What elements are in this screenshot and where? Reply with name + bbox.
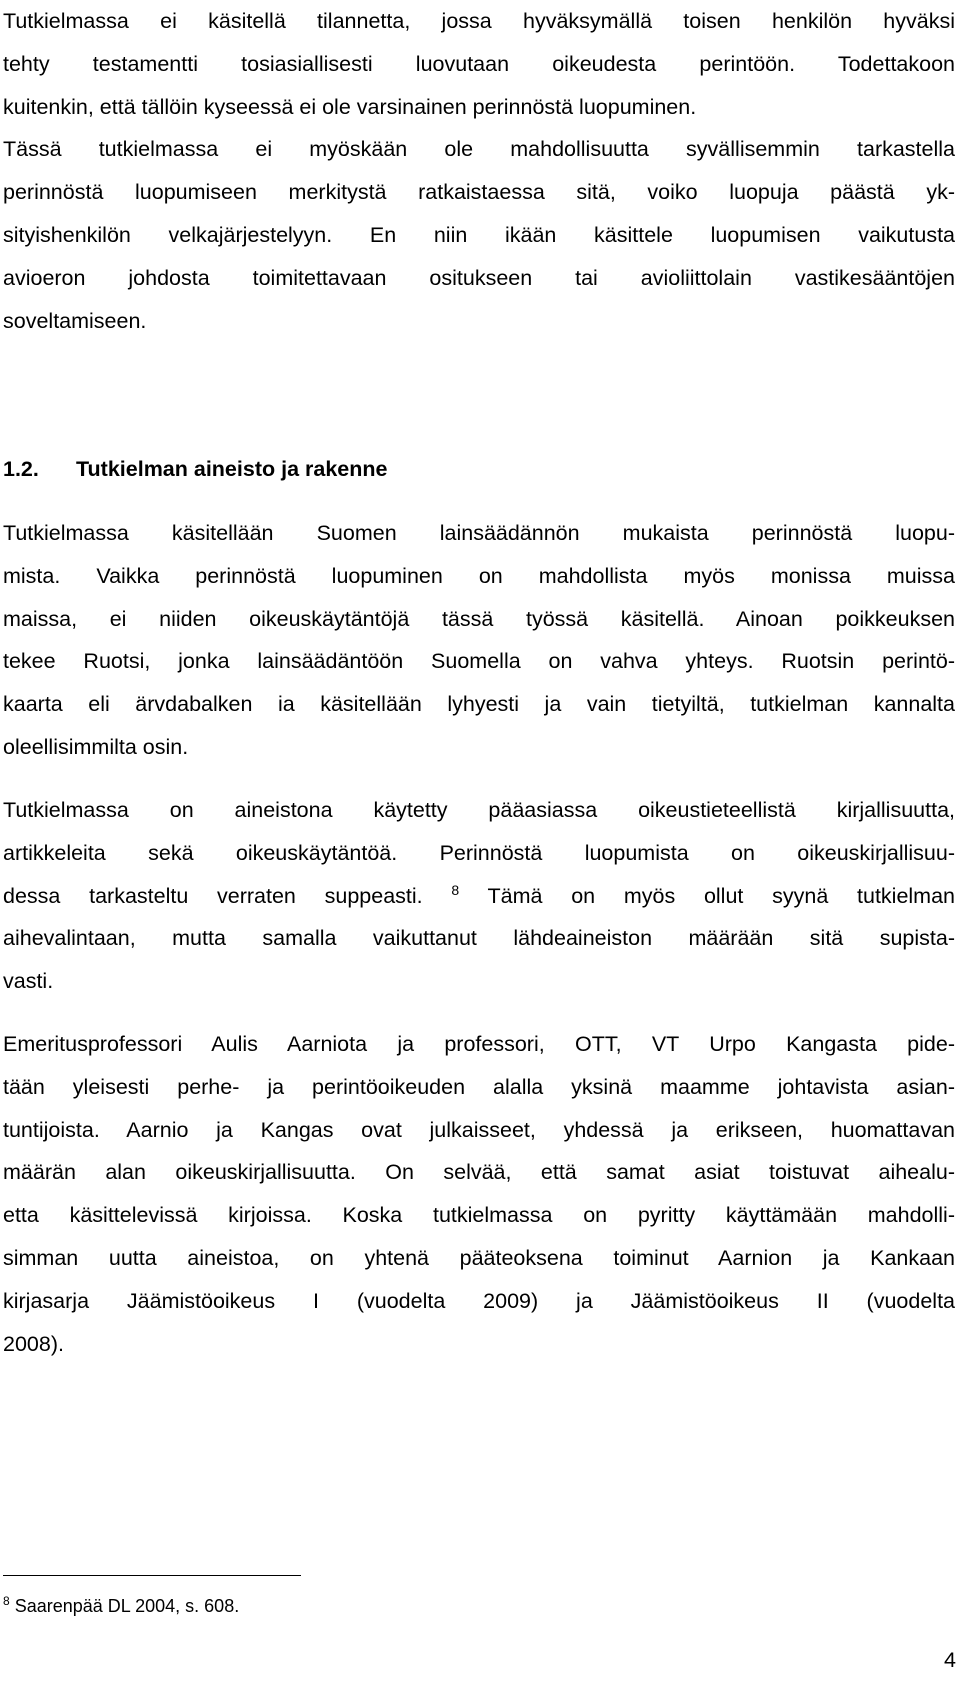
section-number: 1.2. — [3, 457, 39, 481]
text-line: tuntijoista. Aarnio ja Kangas ovat julkaisseet, yhdessä ja erikseen, huomattavan — [3, 1117, 955, 1142]
page-number: 4 — [944, 1648, 956, 1672]
text-line: etta käsittelevissä kirjoissa. Koska tutkielmassa on pyritty käyttämään mahdolli- — [3, 1203, 955, 1228]
text-line: oleellisimmilta osin. — [3, 734, 189, 759]
text-line: määrän alan oikeuskirjallisuutta. On selvää, että samat asiat toistuvat aihealu- — [3, 1160, 955, 1185]
text-line: mista. Vaikka perinnöstä luopuminen on mahdollista myös monissa muissa — [3, 563, 955, 588]
section-title: Tutkielman aineisto ja rakenne — [76, 457, 388, 481]
text-line: tehty testamentti tosiasiallisesti luovutaan oikeudesta perintöön. Todettakoon — [3, 51, 955, 76]
footnote — [3, 1591, 239, 1621]
text-line: Tutkielmassa on aineistona käytetty pääasiassa oikeustieteellistä kirjallisuutta, — [3, 798, 955, 822]
text-line: artikkeleita sekä oikeuskäytäntöä. Perinnöstä luopumista on oikeuskirjallisuu- — [3, 840, 955, 865]
text-line: aihevalintaan, mutta samalla vaikuttanut lähdeaineiston määrään sitä supista- — [3, 926, 955, 951]
text-line: kuitenkin, että tällöin kyseessä ei ole varsinainen perinnöstä luopuminen. — [3, 94, 697, 119]
text-line: Emeritusprofessori Aulis Aarniota ja professori, OTT, VT Urpo Kangasta pide- — [3, 1032, 955, 1056]
text-line-with-footnote — [3, 875, 955, 918]
text-line: soveltamiseen. — [3, 308, 147, 333]
section-paragraph-1 — [3, 512, 955, 769]
text-line: tään yleisesti perhe- ja perintöoikeuden alalla yksinä maamme johtavista asian- — [3, 1074, 955, 1099]
text-line: avioeron johdosta toimitettavaan ositukseen tai avioliittolain vastikesääntöjen — [3, 265, 955, 290]
footnote-number: 8 — [3, 1594, 10, 1608]
section-paragraph-2 — [3, 789, 955, 1003]
text-line: 2008). — [3, 1331, 64, 1356]
text-line: tekee Ruotsi, jonka lainsäädäntöön Suomella on vahva yhteys. Ruotsin perintö- — [3, 649, 955, 674]
footnote-text: Saarenpää DL 2004, s. 608. — [14, 1596, 240, 1616]
footnote-reference[interactable]: 8 — [451, 881, 460, 898]
text-line: simman uutta aineistoa, on yhtenä pääteoksena toiminut Aarnion ja Kankaan — [3, 1245, 955, 1270]
text-segment: Tämä on myös ollut syynä tutkielman — [487, 883, 955, 908]
text-line: Tutkielmassa ei käsitellä tilannetta, jossa hyväksymällä toisen henkilön hyväksi — [3, 9, 955, 33]
text-line: sityishenkilön velkajärjestelyyn. En niin ikään käsittele luopumisen vaikutusta — [3, 222, 955, 247]
text-line: kaarta eli ärvdabalken ia käsitellään lyhyesti ja vain tietyiltä, tutkielman kannalta — [3, 692, 955, 717]
footnote-divider — [3, 1575, 301, 1576]
text-line: Tutkielmassa käsitellään Suomen lainsäädännön mukaista perinnöstä luopu- — [3, 521, 955, 545]
intro-paragraph — [3, 0, 955, 342]
text-line: Tässä tutkielmassa ei myöskään ole mahdollisuutta syvällisemmin tarkastella — [3, 137, 955, 162]
text-line: perinnöstä luopumiseen merkitystä ratkaistaessa sitä, voiko luopuja päästä yk- — [3, 180, 955, 205]
text-line: kirjasarja Jäämistöoikeus I (vuodelta 2009) ja Jäämistöoikeus II (vuodelta — [3, 1288, 955, 1313]
text-segment: dessa tarkasteltu verraten suppeasti. — [3, 883, 423, 908]
section-heading — [3, 448, 387, 490]
section-paragraph-3 — [3, 1023, 955, 1365]
text-line: maissa, ei niiden oikeuskäytäntöjä tässä työssä käsitellä. Ainoan poikkeuksen — [3, 606, 955, 631]
text-line: vasti. — [3, 969, 54, 994]
